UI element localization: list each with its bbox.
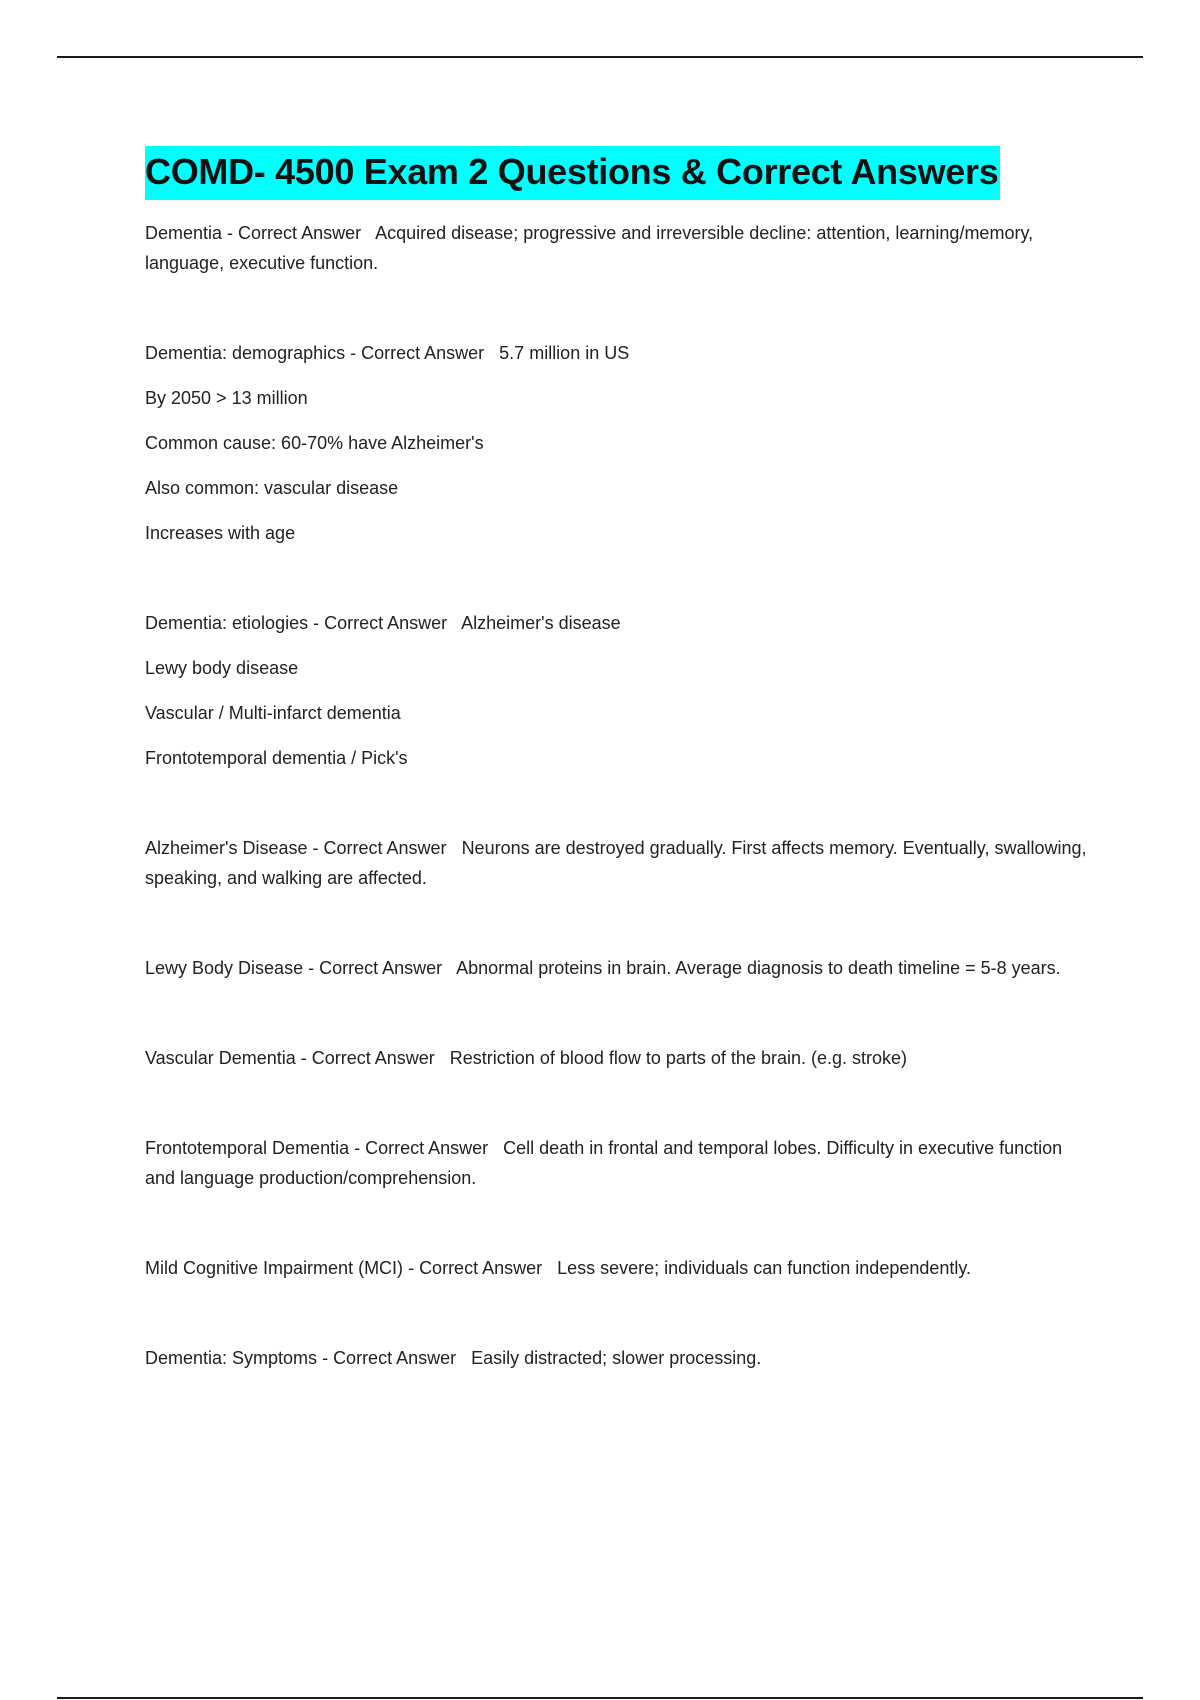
qa-term: Alzheimer's Disease (145, 838, 308, 858)
bottom-rule (57, 1697, 1143, 1699)
document-body (145, 146, 1090, 1373)
qa-entry: Dementia - Correct Answer Acquired disease; progressive and irreversible decline: attention, learning/memory, language, executive function. (145, 223, 1034, 273)
qa-answer: Less severe; individuals can function independently. (557, 1258, 972, 1278)
qa-entry: Lewy Body Disease - Correct Answer Abnormal proteins in brain. Average diagnosis to death timeline = 5-8 years. (145, 958, 1061, 978)
qa-extra-line: Also common: vascular disease (145, 478, 399, 498)
qa-extra-line: Increases with age (145, 523, 296, 543)
qa-entry: Dementia: demographics - Correct Answer 5.7 million in US By 2050 > 13 million Common cause: 60-70% have Alzheimer's Also common: vascular disease Increases with age (145, 338, 1090, 548)
qa-entry: Dementia: Symptoms - Correct Answer Easily distracted; slower processing. (145, 1348, 762, 1368)
qa-answer: Abnormal proteins in brain. Average diagnosis to death timeline = 5-8 years. (456, 958, 1061, 978)
qa-answer-marker: Correct Answer (323, 838, 447, 858)
qa-entry: Dementia: etiologies - Correct Answer Alzheimer's disease Lewy body disease Vascular / Multi-infarct dementia Frontotemporal dementia / Pick's (145, 608, 1090, 773)
qa-answer: Acquired disease; progressive and irreversible decline: attention, learning/memory, language, executive function. (145, 223, 1034, 273)
top-rule (57, 56, 1143, 58)
qa-term: Vascular Dementia (145, 1048, 296, 1068)
qa-answer-marker: Correct Answer (365, 1138, 489, 1158)
qa-answer-marker: Correct Answer (419, 1258, 543, 1278)
qa-term: Lewy Body Disease (145, 958, 304, 978)
qa-answer-marker: Correct Answer (361, 343, 485, 363)
qa-extra-line: Vascular / Multi-infarct dementia (145, 703, 401, 723)
qa-extra-line: By 2050 > 13 million (145, 388, 308, 408)
qa-term: Mild Cognitive Impairment (MCI) (145, 1258, 404, 1278)
qa-answer: Restriction of blood flow to parts of the brain. (e.g. stroke) (449, 1048, 908, 1068)
qa-answer: 5.7 million in US (499, 343, 630, 363)
qa-answer-marker: Correct Answer (311, 1048, 435, 1068)
qa-entry: Frontotemporal Dementia - Correct Answer Cell death in frontal and temporal lobes. Difficulty in executive function and language production/comprehension. (145, 1138, 1063, 1188)
qa-entry: Alzheimer's Disease - Correct Answer Neurons are destroyed gradually. First affects memory. Eventually, swallowing, speaking, and walking are affected. (145, 838, 1087, 888)
qa-answer: Alzheimer's disease (461, 613, 621, 633)
qa-term: Dementia: Symptoms (145, 1348, 318, 1368)
qa-answer: Cell death in frontal and temporal lobes. Difficulty in executive function and language production/comprehension. (145, 1138, 1063, 1188)
qa-term: Dementia: etiologies (145, 613, 309, 633)
qa-entry: Vascular Dementia - Correct Answer Restriction of blood flow to parts of the brain. (e.g. stroke) (145, 1048, 908, 1068)
qa-answer-marker: Correct Answer (333, 1348, 457, 1368)
qa-answer-marker: Correct Answer (319, 958, 443, 978)
qa-entry: Mild Cognitive Impairment (MCI) - Correct Answer Less severe; individuals can function independently. (145, 1258, 972, 1278)
qa-answer-marker: Correct Answer (238, 223, 362, 243)
qa-term: Dementia (145, 223, 223, 243)
qa-answer: Easily distracted; slower processing. (471, 1348, 762, 1368)
qa-term: Dementia: demographics (145, 343, 346, 363)
qa-answer-marker: Correct Answer (324, 613, 448, 633)
qa-extra-line: Lewy body disease (145, 658, 299, 678)
qa-term: Frontotemporal Dementia (145, 1138, 350, 1158)
qa-extra-line: Common cause: 60-70% have Alzheimer's (145, 433, 484, 453)
qa-answer: Neurons are destroyed gradually. First affects memory. Eventually, swallowing, speaking, and walking are affected. (145, 838, 1087, 888)
document-title: COMD- 4500 Exam 2 Questions & Correct Answers (145, 146, 1000, 200)
qa-extra-line: Frontotemporal dementia / Pick's (145, 748, 408, 768)
